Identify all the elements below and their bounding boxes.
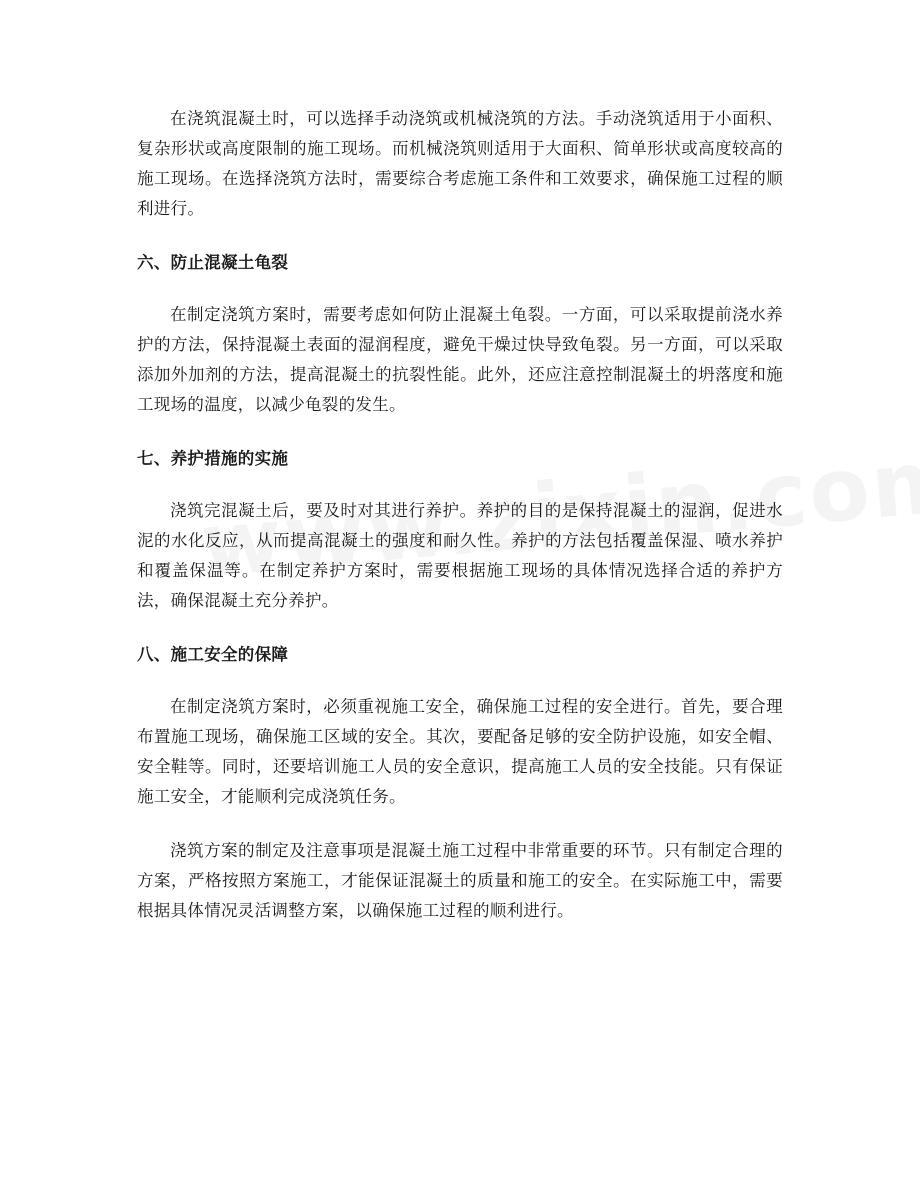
section-heading-6: 六、防止混凝土龟裂 [137,253,289,272]
paragraph-curing-measures: 浇筑完混凝土后，要及时对其进行养护。养护的目的是保持混凝土的湿润，促进水泥的水化反应，从而提高混凝土的强度和耐久性。养护的方法包括覆盖保湿、喷水养护和覆盖保温等。在制定养护方案时，需要根据施工现场的具体情况选择合适的养护方法，确保混凝土充分养护。 [137,501,783,610]
section-heading-7: 七、养护措施的实施 [137,449,289,468]
section-heading-8: 八、施工安全的保障 [137,645,289,664]
document-body [137,104,783,926]
paragraph-conclusion: 浇筑方案的制定及注意事项是混凝土施工过程中非常重要的环节。只有制定合理的方案，严格按照方案施工，才能保证混凝土的质量和施工的安全。在实际施工中，需要根据具体情况灵活调整方案，以确保施工过程的顺利进行。 [137,841,783,920]
paragraph-crack-prevention: 在制定浇筑方案时，需要考虑如何防止混凝土龟裂。一方面，可以采取提前浇水养护的方法，保持混凝土表面的湿润程度，避免干燥过快导致龟裂。另一方面，可以采取添加外加剂的方法，提高混凝土的抗裂性能。此外，还应注意控制混凝土的坍落度和施工现场的温度，以减少龟裂的发生。 [137,305,783,414]
paragraph-pouring-method: 在浇筑混凝土时，可以选择手动浇筑或机械浇筑的方法。手动浇筑适用于小面积、复杂形状或高度限制的施工现场。而机械浇筑则适用于大面积、简单形状或高度较高的施工现场。在选择浇筑方法时，需要综合考虑施工条件和工效要求，确保施工过程的顺利进行。 [137,109,783,218]
paragraph-construction-safety: 在制定浇筑方案时，必须重视施工安全，确保施工过程的安全进行。首先，要合理布置施工现场，确保施工区域的安全。其次，要配备足够的安全防护设施，如安全帽、安全鞋等。同时，还要培训施工人员的安全意识，提高施工人员的安全技能。只有保证施工安全，才能顺利完成浇筑任务。 [137,697,783,806]
